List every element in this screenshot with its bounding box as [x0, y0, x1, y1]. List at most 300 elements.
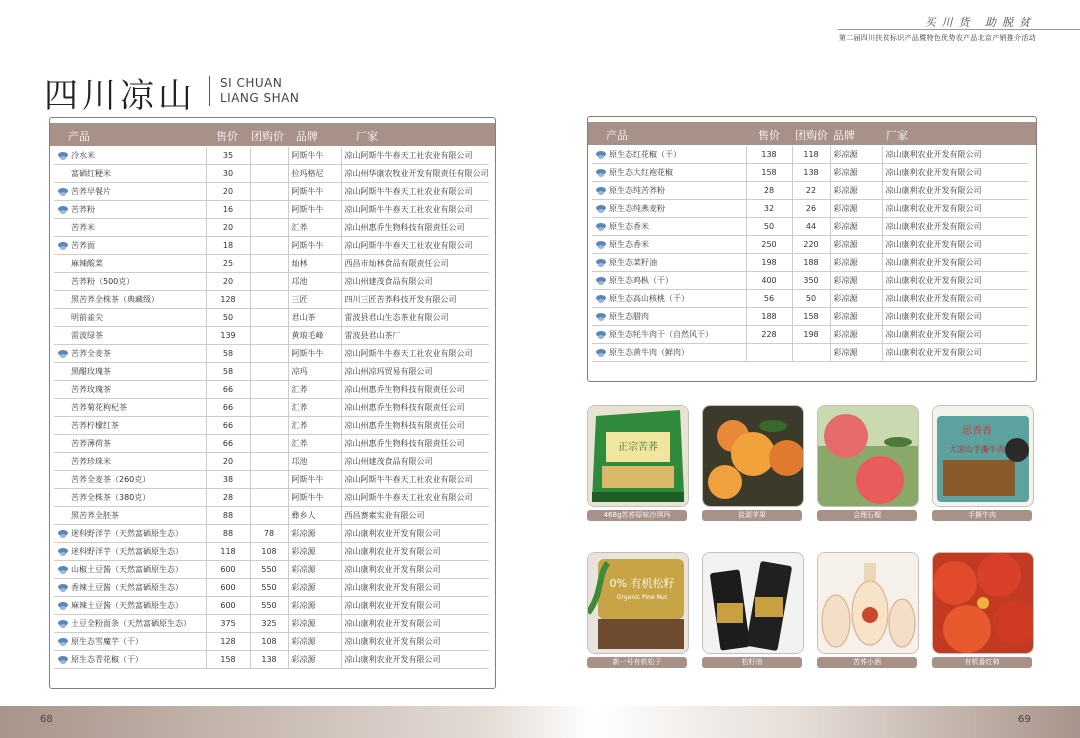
price-cell — [746, 182, 792, 200]
price-cell — [746, 200, 792, 218]
table-row — [54, 291, 489, 309]
price-cell — [206, 273, 250, 291]
brand-cell-text: 邛池 — [291, 457, 308, 466]
product-name-cell-text: 苦荞面 — [71, 241, 95, 250]
price-cell — [206, 435, 250, 453]
price-cell — [206, 615, 250, 633]
photo-card-apricot — [702, 405, 804, 521]
maker-cell — [341, 237, 489, 255]
price-cell-text: 38 — [222, 475, 234, 484]
product-name-cell-text: 原生态香米 — [609, 222, 649, 231]
group-price-cell — [250, 273, 288, 291]
apricot-image — [703, 406, 803, 506]
brand-cell-text: 彩凉源 — [291, 601, 316, 610]
group-price-cell — [250, 255, 288, 273]
brand-cell — [288, 255, 341, 273]
maker-cell-text: 凉山阿斯牛牛春天工社农业有限公司 — [344, 493, 473, 502]
brand-cell — [830, 272, 882, 290]
group-price-cell-text: 350 — [803, 276, 819, 285]
brand-cell-text: 彩凉源 — [291, 529, 316, 538]
brand-cell-text: 阿斯牛牛 — [291, 151, 324, 160]
group-price-cell — [792, 344, 830, 362]
brand-logo-icon — [595, 330, 607, 340]
event-subtitle: 第二届四川扶贫标识产品暨特色优势农产品北京产销推介活动 — [838, 34, 1036, 42]
col-brand: 品牌 — [833, 129, 855, 142]
product-name-cell — [54, 183, 206, 201]
product-name-cell-text: 苦荞菊花枸杞茶 — [71, 403, 127, 412]
table-row — [592, 272, 1028, 290]
maker-cell — [341, 651, 489, 669]
price-cell-text: 138 — [761, 150, 777, 159]
brand-cell — [288, 417, 341, 435]
maker-cell — [341, 507, 489, 525]
price-cell-text: 25 — [222, 259, 234, 268]
maker-cell-text: 凉山州惠乔生物科技有限责任公司 — [344, 421, 465, 430]
snack-package-image — [588, 406, 688, 506]
maker-cell-text: 西昌市灿林食品有限责任公司 — [344, 259, 449, 268]
group-price-cell — [792, 218, 830, 236]
title-divider — [209, 76, 210, 106]
logo-spacer — [57, 457, 69, 467]
logo-spacer — [57, 511, 69, 521]
photo-card-liquor — [817, 552, 919, 668]
footer-band — [0, 706, 1080, 738]
price-cell-text: 375 — [220, 619, 236, 628]
group-price-cell — [250, 345, 288, 363]
table-row — [54, 147, 489, 165]
product-name-cell — [54, 543, 206, 561]
price-cell-text: 66 — [222, 403, 234, 412]
product-name-cell-text: 原生态腊肉 — [609, 312, 649, 321]
price-cell-text: 66 — [222, 385, 234, 394]
price-cell — [206, 381, 250, 399]
product-name-cell-text: 麻辣土豆酱（天然富硒原生态） — [71, 601, 183, 610]
brand-logo-icon — [57, 601, 69, 611]
group-price-cell — [250, 237, 288, 255]
brand-cell — [288, 525, 341, 543]
product-name-cell-text: 香辣土豆酱（天然富硒原生态） — [71, 583, 183, 592]
product-name-cell-text: 黑醋玫瑰茶 — [71, 367, 111, 376]
brand-cell — [288, 345, 341, 363]
product-name-cell — [54, 291, 206, 309]
product-name-cell-text: 原生态大红袍花椒 — [609, 168, 673, 177]
maker-cell — [341, 327, 489, 345]
product-name-cell — [54, 507, 206, 525]
maker-cell-text: 凉山州惠乔生物科技有限责任公司 — [344, 385, 465, 394]
brand-cell-text: 彩凉源 — [833, 294, 858, 303]
price-cell — [206, 219, 250, 237]
brand-cell-text: 彩凉源 — [833, 222, 858, 231]
brand-cell — [288, 273, 341, 291]
group-price-cell — [792, 308, 830, 326]
title-en-line1: SI CHUAN — [220, 76, 283, 90]
product-name-cell-text: 原生态菜籽油 — [609, 258, 657, 267]
brand-cell — [288, 219, 341, 237]
photo-caption: 松籽油 — [702, 657, 802, 668]
maker-cell — [341, 201, 489, 219]
product-name-cell-text: 原生态高山核桃（干） — [609, 294, 689, 303]
brand-logo-icon — [595, 240, 607, 250]
maker-cell-text: 凉山康利农业开发有限公司 — [344, 655, 441, 664]
price-cell — [206, 309, 250, 327]
brand-logo-icon — [57, 619, 69, 629]
price-cell — [746, 218, 792, 236]
product-name-cell — [54, 399, 206, 417]
table-row — [54, 327, 489, 345]
group-price-cell — [250, 417, 288, 435]
photo-caption: 盐源苹果 — [702, 510, 802, 521]
bag-label: 正宗苦荞 — [618, 442, 658, 453]
photo-card-oil — [702, 552, 804, 668]
brand-cell-text: 彩凉源 — [833, 312, 858, 321]
price-cell — [206, 453, 250, 471]
price-cell-text: 30 — [222, 169, 234, 178]
group-price-cell — [250, 435, 288, 453]
maker-cell — [341, 543, 489, 561]
product-name-cell — [54, 579, 206, 597]
price-cell-text: 35 — [222, 151, 234, 160]
brand-cell-text: 彩凉源 — [291, 583, 316, 592]
product-name-cell — [592, 326, 746, 344]
group-price-cell — [250, 327, 288, 345]
brand-cell-text: 彩凉源 — [833, 240, 858, 249]
peach-image — [818, 406, 918, 506]
group-price-cell-text: 325 — [261, 619, 277, 628]
product-name-cell-text: 原生态红花椒（干） — [609, 150, 681, 159]
brand-cell — [288, 507, 341, 525]
brand-cell-text: 彩凉源 — [833, 168, 858, 177]
maker-cell-text: 凉山州华康农牧业开发有限责任有限公司 — [344, 169, 489, 178]
brand-cell-text: 彩凉源 — [833, 330, 858, 339]
maker-cell — [341, 147, 489, 165]
product-name-cell-text: 迷科野洋芋（天然富硒原生态） — [71, 547, 183, 556]
group-price-cell — [250, 543, 288, 561]
group-price-cell-text: 550 — [261, 583, 277, 592]
brand-cell-text: 邛池 — [291, 277, 308, 286]
brand-cell — [288, 543, 341, 561]
price-cell — [206, 633, 250, 651]
maker-cell-text: 凉山康利农业开发有限公司 — [344, 583, 441, 592]
table-row — [54, 561, 489, 579]
brand-logo-icon — [595, 348, 607, 358]
price-cell-text: 158 — [761, 168, 777, 177]
price-cell — [206, 291, 250, 309]
brand-logo-icon — [595, 222, 607, 232]
beef-brand: 思香香 — [962, 426, 992, 437]
maker-cell-text: 凉山康利农业开发有限公司 — [885, 168, 982, 177]
maker-cell-text: 凉山康利农业开发有限公司 — [885, 348, 982, 357]
table-row — [54, 435, 489, 453]
product-photo — [587, 405, 689, 507]
col-maker: 厂家 — [356, 130, 378, 143]
brand-logo-icon — [57, 583, 69, 593]
maker-cell — [341, 165, 489, 183]
maker-cell — [341, 381, 489, 399]
group-price-cell — [250, 579, 288, 597]
price-cell — [206, 237, 250, 255]
brand-logo-icon — [57, 637, 69, 647]
pine-nut-jar-image — [588, 553, 688, 653]
photo-caption: 苦荞小酒 — [817, 657, 917, 668]
product-name-cell-text: 原生态雪魔芋（干） — [71, 637, 143, 646]
group-price-cell-text: 78 — [263, 529, 275, 538]
price-cell-text: 600 — [220, 601, 236, 610]
table-row — [54, 633, 489, 651]
group-price-cell — [250, 453, 288, 471]
brand-cell — [288, 471, 341, 489]
brand-cell — [830, 182, 882, 200]
brand-logo-icon — [57, 547, 69, 557]
maker-cell-text: 雷波县君山生态茶业有限公司 — [344, 313, 449, 322]
maker-cell-text: 凉山州惠乔生物科技有限责任公司 — [344, 223, 465, 232]
logo-spacer — [57, 421, 69, 431]
group-price-cell — [250, 291, 288, 309]
product-name-cell-text: 土豆全粉面条（天然富硒原生态） — [71, 619, 191, 628]
maker-cell-text: 四川三匠苦荞科技开发有限公司 — [344, 295, 457, 304]
maker-cell-text: 凉山康利农业开发有限公司 — [344, 619, 441, 628]
table-row — [54, 345, 489, 363]
group-price-cell — [250, 507, 288, 525]
table-row — [54, 507, 489, 525]
col-brand: 品牌 — [296, 130, 318, 143]
table-row — [54, 219, 489, 237]
price-cell-text: 28 — [763, 186, 775, 195]
product-name-cell — [54, 237, 206, 255]
product-name-cell — [54, 255, 206, 273]
table-row — [54, 255, 489, 273]
product-name-cell — [54, 273, 206, 291]
brand-cell-text: 阿斯牛牛 — [291, 475, 324, 484]
group-price-cell — [250, 651, 288, 669]
group-price-cell — [250, 309, 288, 327]
price-cell — [746, 254, 792, 272]
brand-logo-icon — [595, 258, 607, 268]
col-product: 产品 — [606, 129, 628, 142]
price-cell — [746, 326, 792, 344]
brand-logo-icon — [57, 205, 69, 215]
maker-cell — [341, 399, 489, 417]
price-cell-text: 18 — [222, 241, 234, 250]
maker-cell — [882, 146, 1028, 164]
brand-cell-text: 拉玛格尼 — [291, 169, 324, 178]
beef-text: 大凉山手撕牛肉 — [949, 445, 1005, 454]
oil-bottles-image — [703, 553, 803, 653]
product-name-cell-text: 苦荞全株茶（380克） — [71, 493, 151, 502]
table-row — [592, 164, 1028, 182]
group-price-cell — [250, 381, 288, 399]
product-name-cell — [54, 435, 206, 453]
brand-cell — [288, 309, 341, 327]
brand-cell-text: 彩凉源 — [291, 637, 316, 646]
brand-cell-text: 彩凉源 — [833, 186, 858, 195]
price-cell-text: 66 — [222, 421, 234, 430]
maker-cell-text: 凉山阿斯牛牛春天工社农业有限公司 — [344, 241, 473, 250]
left-table-body — [54, 147, 489, 669]
product-name-cell-text: 苦荞全麦茶（260克） — [71, 475, 151, 484]
maker-cell — [882, 290, 1028, 308]
product-name-cell — [592, 200, 746, 218]
brand-cell — [288, 183, 341, 201]
logo-spacer — [57, 169, 69, 179]
brand-cell — [288, 579, 341, 597]
brand-logo-icon — [57, 565, 69, 575]
jar-label: 0% 有机松籽 — [609, 577, 675, 590]
table-row — [54, 273, 489, 291]
product-name-cell-text: 冷水米 — [71, 151, 95, 160]
table-row — [592, 344, 1028, 362]
group-price-cell — [250, 615, 288, 633]
logo-spacer — [57, 259, 69, 269]
price-cell — [746, 344, 792, 362]
brand-logo-icon — [595, 186, 607, 196]
brand-cell — [830, 290, 882, 308]
brand-cell — [288, 165, 341, 183]
group-price-cell-text: 158 — [803, 312, 819, 321]
product-name-cell-text: 苦荞珍珠米 — [71, 457, 111, 466]
group-price-cell — [250, 471, 288, 489]
price-cell — [206, 561, 250, 579]
maker-cell — [341, 273, 489, 291]
page-title-en — [220, 76, 299, 106]
price-cell — [206, 525, 250, 543]
brand-logo-icon — [595, 294, 607, 304]
maker-cell — [341, 417, 489, 435]
product-name-cell — [54, 201, 206, 219]
page-number-right: 69 — [1018, 714, 1031, 725]
product-name-cell — [592, 218, 746, 236]
brand-cell-text: 汇荞 — [291, 439, 308, 448]
product-name-cell-text: 明前雀尖 — [71, 313, 103, 322]
group-price-cell — [792, 182, 830, 200]
maker-cell — [882, 344, 1028, 362]
table-row — [54, 597, 489, 615]
group-price-cell — [250, 183, 288, 201]
product-name-cell — [54, 219, 206, 237]
group-price-cell — [250, 561, 288, 579]
maker-cell-text: 凉山州建茂食品有限公司 — [344, 457, 433, 466]
group-price-cell — [792, 200, 830, 218]
price-cell-text: 188 — [761, 312, 777, 321]
maker-cell-text: 凉山州惠乔生物科技有限责任公司 — [344, 403, 465, 412]
product-name-cell — [54, 381, 206, 399]
product-name-cell-text: 黑苦荞全株茶（典藏级） — [71, 295, 159, 304]
col-group-price: 团购价 — [795, 129, 828, 142]
brand-cell-text: 汇荞 — [291, 421, 308, 430]
logo-spacer — [57, 475, 69, 485]
maker-cell — [341, 561, 489, 579]
maker-cell — [341, 183, 489, 201]
header-rule — [838, 29, 1080, 30]
group-price-cell — [792, 164, 830, 182]
price-cell-text: 20 — [222, 277, 234, 286]
group-price-cell-text: 138 — [803, 168, 819, 177]
table-row — [54, 201, 489, 219]
table-row — [592, 254, 1028, 272]
brand-cell — [288, 489, 341, 507]
group-price-cell-text: 108 — [261, 547, 277, 556]
brand-cell-text: 彩凉源 — [291, 565, 316, 574]
group-price-cell — [792, 290, 830, 308]
brand-cell — [288, 147, 341, 165]
price-cell — [206, 147, 250, 165]
price-cell-text: 58 — [222, 367, 234, 376]
product-name-cell — [54, 309, 206, 327]
brand-cell-text: 彩凉源 — [833, 276, 858, 285]
maker-cell-text: 凉山康利农业开发有限公司 — [344, 637, 441, 646]
product-name-cell — [592, 308, 746, 326]
maker-cell-text: 凉山康利农业开发有限公司 — [885, 312, 982, 321]
brand-logo-icon — [595, 312, 607, 322]
photo-card-pine-nut — [587, 552, 689, 668]
maker-cell-text: 雷波县君山茶厂 — [344, 331, 401, 340]
table-row — [54, 525, 489, 543]
group-price-cell-text: 198 — [803, 330, 819, 339]
table-row — [54, 165, 489, 183]
brand-cell-text: 彩凉源 — [291, 547, 316, 556]
price-cell — [206, 471, 250, 489]
product-name-cell — [592, 236, 746, 254]
col-price: 售价 — [758, 129, 780, 142]
maker-cell — [882, 272, 1028, 290]
brand-cell-text: 彩凉源 — [833, 150, 858, 159]
product-photo — [932, 552, 1034, 654]
price-cell-text: 20 — [222, 223, 234, 232]
product-photo — [587, 552, 689, 654]
product-name-cell — [54, 651, 206, 669]
product-table-right — [587, 116, 1037, 382]
brand-cell — [288, 237, 341, 255]
maker-cell-text: 凉山康利农业开发有限公司 — [885, 222, 982, 231]
product-photo — [702, 405, 804, 507]
product-name-cell-text: 苦荞粉（500克） — [71, 277, 135, 286]
price-cell-text: 32 — [763, 204, 775, 213]
group-price-cell — [250, 219, 288, 237]
maker-cell — [341, 291, 489, 309]
price-cell — [206, 255, 250, 273]
logo-spacer — [57, 439, 69, 449]
group-price-cell-text: 44 — [805, 222, 817, 231]
brand-logo-icon — [57, 655, 69, 665]
price-cell — [206, 417, 250, 435]
photo-caption: 新一号有机松子 — [587, 657, 687, 668]
table-row — [54, 615, 489, 633]
maker-cell — [882, 254, 1028, 272]
product-name-cell-text: 原生态香米 — [609, 240, 649, 249]
brand-cell — [288, 651, 341, 669]
brand-cell — [288, 381, 341, 399]
brand-cell-text: 彩凉源 — [833, 204, 858, 213]
group-price-cell — [792, 272, 830, 290]
product-name-cell-text: 原生态黄牛肉（鲜肉） — [609, 348, 689, 357]
brand-cell-text: 阿斯牛牛 — [291, 187, 324, 196]
product-name-cell — [54, 525, 206, 543]
maker-cell — [341, 453, 489, 471]
product-name-cell — [54, 615, 206, 633]
brand-cell — [830, 308, 882, 326]
brand-cell — [288, 615, 341, 633]
price-cell-text: 58 — [222, 349, 234, 358]
brand-cell — [288, 399, 341, 417]
product-name-cell — [54, 561, 206, 579]
brand-cell — [288, 561, 341, 579]
maker-cell-text: 凉山康利农业开发有限公司 — [344, 565, 441, 574]
maker-cell-text: 凉山康利农业开发有限公司 — [344, 547, 441, 556]
product-name-cell-text: 苦荞玫瑰茶 — [71, 385, 111, 394]
table-row — [54, 237, 489, 255]
maker-cell — [882, 182, 1028, 200]
brand-cell-text: 凉玛 — [291, 367, 308, 376]
brand-cell — [288, 201, 341, 219]
